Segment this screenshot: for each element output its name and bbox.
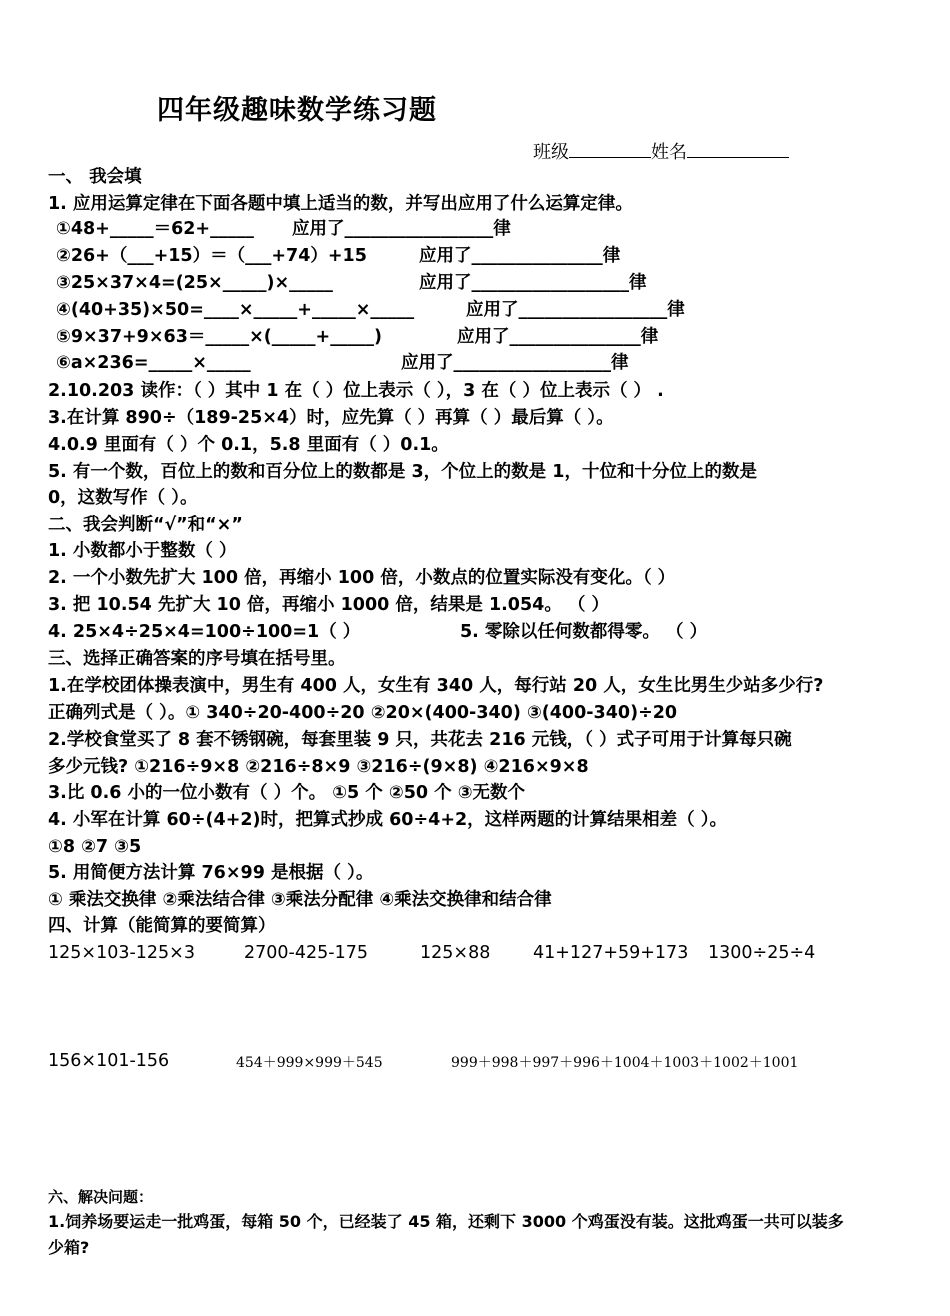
s1-q1-item-1 <box>56 218 254 240</box>
s2-item-1: 1. 小数都小于整数（ ） <box>48 541 237 561</box>
s3-line-2: 正确列式是（ ）。① 340÷20-400÷20 ②20×(400-340) ③(400-340)÷20 <box>48 703 678 723</box>
s1-q1-item-1-expr: ①48+_____＝62+_____ <box>56 219 254 239</box>
s3-line-5: 3.比 0.6 小的一位小数有（ ）个。 ①5 个 ②50 个 ③无数个 <box>48 783 526 803</box>
s1-question-2: 2.10.203 读作：（ ）其中 1 在（ ）位上表示（ ），3 在（ ）位上表示（ ） . <box>48 381 664 401</box>
page-title: 四年级趣味数学练习题 <box>157 95 437 126</box>
section-6-header: 六、解决问题： <box>48 1188 154 1206</box>
s1-q1-item-4-applied: 应用了_________________律 <box>466 300 685 320</box>
s3-line-7: ①8 ②7 ③5 <box>48 837 142 857</box>
s1-q1-item-3-applied: 应用了__________________律 <box>419 273 647 293</box>
name-blank[interactable] <box>687 141 789 158</box>
calc-item-5: 1300÷25÷4 <box>708 943 816 963</box>
s1-q1-item-3-expr: ③25×37×4=(25×_____)×_____ <box>56 273 333 293</box>
calc-item-2: 2700-425-175 <box>244 943 368 963</box>
s1-q1-item-4-expr: ④(40+35)×50=____×_____+_____×_____ <box>56 300 415 320</box>
section-4-header: 四、计算（能简算的要简算） <box>48 916 276 936</box>
calc-item-3: 125×88 <box>420 943 491 963</box>
s1-question-5b: 0，这数写作（ ）。 <box>48 488 198 508</box>
s3-line-3: 2.学校食堂买了 8 套不锈钢碗，每套里装 9 只，共花去 216 元钱，（ ）式子可用于计算每只碗 <box>48 730 792 750</box>
calc-item-4: 41+127+59+173 <box>533 943 689 963</box>
s1-q1-item-2-expr: ②26+（___+15）＝（___+74）+15 <box>56 246 367 266</box>
s1-question-3: 3.在计算 890÷（189-25×4）时，应先算（ ）再算（ ）最后算（ ）。 <box>48 408 614 428</box>
s1-q1-item-1-applied: 应用了_________________律 <box>292 219 511 239</box>
s1-q1-item-5-applied: 应用了_______________律 <box>457 327 659 347</box>
calc-item-6: 156×101-156 <box>48 1051 170 1071</box>
s1-question-1: 1. 应用运算定律在下面各题中填上适当的数，并写出应用了什么运算定律。 <box>48 194 633 214</box>
s1-q1-item-6-applied: 应用了__________________律 <box>401 353 629 373</box>
calc-item-1: 125×103-125×3 <box>48 943 195 963</box>
s3-line-1: 1.在学校团体操表演中，男生有 400 人，女生有 340 人，每行站 20 人，女生比男生少站多少行? <box>48 676 824 696</box>
s1-q1-item-6-expr: ⑥a×236=_____×_____ <box>56 353 251 373</box>
s6-question-1b: 少箱? <box>48 1238 90 1257</box>
s3-line-9: ① 乘法交换律 ②乘法结合律 ③乘法分配律 ④乘法交换律和结合律 <box>48 890 552 910</box>
class-label: 班级 <box>533 142 569 163</box>
s3-line-8: 5. 用简便方法计算 76×99 是根据（ ）。 <box>48 863 374 883</box>
s2-item-5: 5. 零除以任何数都得零。 （ ） <box>460 622 708 642</box>
class-blank[interactable] <box>569 141 651 158</box>
s1-q1-item-2-applied: 应用了_______________律 <box>419 246 621 266</box>
s1-q1-item-5-expr: ⑤9×37+9×63＝_____×(_____+_____) <box>56 327 382 347</box>
section-2-header: 二、我会判断“√”和“×” <box>48 515 243 535</box>
s1-question-5a: 5. 有一个数，百位上的数和百分位上的数都是 3，个位上的数是 1，十位和十分位上的数是 <box>48 462 757 482</box>
section-3-header: 三、选择正确答案的序号填在括号里。 <box>48 649 346 669</box>
s6-question-1a: 1.饲养场要运走一批鸡蛋，每箱 50 个，已经装了 45 箱，还剩下 3000 个鸡蛋没有装。这批鸡蛋一共可以装多 <box>48 1212 844 1231</box>
name-label: 姓名 <box>651 142 687 163</box>
s1-question-4: 4.0.9 里面有（ ）个 0.1，5.8 里面有（ ）0.1。 <box>48 435 449 455</box>
s2-item-3: 3. 把 10.54 先扩大 10 倍，再缩小 1000 倍，结果是 1.054。 （ ） <box>48 595 610 615</box>
s2-item-2: 2. 一个小数先扩大 100 倍，再缩小 100 倍，小数点的位置实际没有变化。（ ） <box>48 568 676 588</box>
section-1-header: 一、 我会填 <box>48 167 142 187</box>
calc-item-8: 999＋998＋997＋996＋1004＋1003＋1002＋1001 <box>451 1055 799 1071</box>
student-info-line <box>533 138 789 164</box>
s3-line-6: 4. 小军在计算 60÷(4+2)时，把算式抄成 60÷4+2，这样两题的计算结果相差（ ）。 <box>48 810 728 830</box>
s2-item-4: 4. 25×4÷25×4=100÷100=1（ ） <box>48 622 361 642</box>
s3-line-4: 多少元钱? ①216÷9×8 ②216÷8×9 ③216÷(9×8) ④216×9×8 <box>48 757 589 777</box>
calc-item-7: 454＋999×999＋545 <box>236 1055 383 1071</box>
